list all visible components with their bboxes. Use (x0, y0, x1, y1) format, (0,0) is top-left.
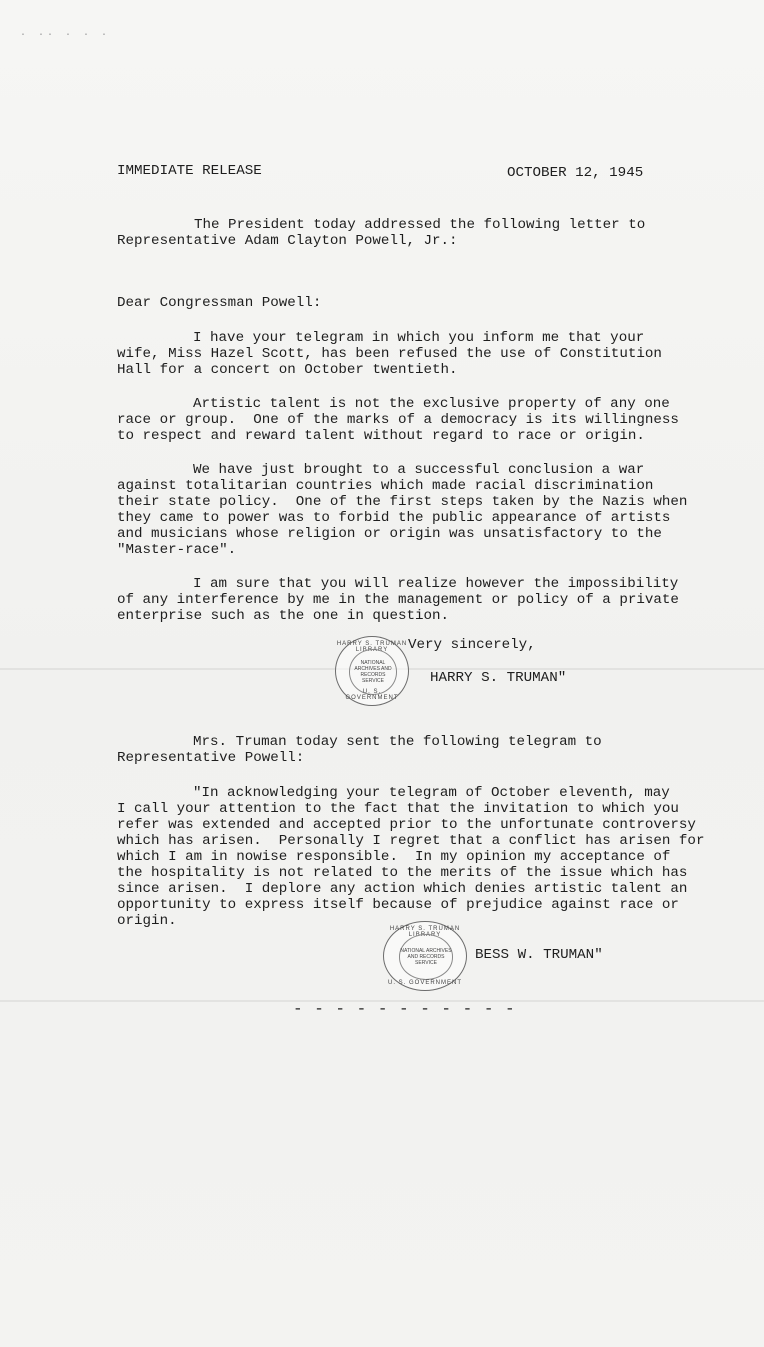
paragraph-line: Artistic talent is not the exclusive property of any one (193, 396, 670, 412)
paragraph-line: Hall for a concert on October twentieth. (117, 362, 458, 378)
closing: Very sincerely, (408, 637, 536, 653)
paragraph-line: I am sure that you will realize however the impossibility (193, 576, 679, 592)
stamp-center-text: NATIONAL ARCHIVES AND RECORDS SERVICE (399, 934, 453, 980)
stamp-top-text: HARRY S. TRUMAN LIBRARY (389, 926, 461, 938)
intro-line: The President today addressed the following letter to (194, 217, 646, 233)
intro-line: Representative Powell: (117, 750, 305, 766)
signature-first-lady: BESS W. TRUMAN" (475, 947, 603, 963)
telegram-line: "In acknowledging your telegram of October eleventh, may (193, 785, 670, 801)
paragraph-line: enterprise such as the one in question. (117, 608, 450, 624)
release-label: IMMEDIATE RELEASE (117, 163, 262, 179)
paper-specks: · ·· · · · (20, 30, 111, 41)
telegram-line: I call your attention to the fact that the invitation to which you (117, 801, 679, 817)
paragraph-line: race or group. One of the marks of a democracy is its willingness (117, 412, 679, 428)
stamp-center-text: NATIONAL ARCHIVES AND RECORDS SERVICE (349, 649, 397, 695)
stamp-bottom-text: U. S. GOVERNMENT (387, 980, 462, 986)
telegram-line: which has arisen. Personally I regret that a conflict has arisen for (117, 833, 705, 849)
section-divider: - - - - - - - - - - - (293, 1000, 516, 1018)
release-date: OCTOBER 12, 1945 (507, 165, 644, 181)
salutation: Dear Congressman Powell: (117, 295, 322, 311)
paragraph-line: they came to power was to forbid the public appearance of artists (117, 510, 671, 526)
paragraph-line: against totalitarian countries which made racial discrimination (117, 478, 654, 494)
archive-stamp (383, 921, 467, 991)
stamp-top-text: HARRY S. TRUMAN LIBRARY (336, 641, 408, 653)
paragraph-line: "Master-race". (117, 542, 237, 558)
paragraph-line: wife, Miss Hazel Scott, has been refused the use of Constitution (117, 346, 662, 362)
telegram-line: opportunity to express itself because of prejudice against race or (117, 897, 679, 913)
intro-line: Representative Adam Clayton Powell, Jr.: (117, 233, 458, 249)
paragraph-line: I have your telegram in which you inform me that your (193, 330, 645, 346)
paragraph-line: and musicians whose religion or origin was unsatisfactory to the (117, 526, 662, 542)
signature-president: HARRY S. TRUMAN" (430, 670, 567, 686)
telegram-line: origin. (117, 913, 177, 929)
stamp-bottom-text: U. S. GOVERNMENT (345, 689, 399, 701)
telegram-line: the hospitality is not related to the merits of the issue which has (117, 865, 688, 881)
telegram-line: which I am in nowise responsible. In my opinion my acceptance of (117, 849, 671, 865)
paragraph-line: of any interference by me in the management or policy of a private (117, 592, 679, 608)
telegram-line: refer was extended and accepted prior to the unfortunate controversy (117, 817, 696, 833)
telegram-line: since arisen. I deplore any action which denies artistic talent an (117, 881, 688, 897)
archive-stamp (335, 636, 409, 706)
intro-line: Mrs. Truman today sent the following telegram to (193, 734, 602, 750)
paragraph-line: to respect and reward talent without regard to race or origin. (117, 428, 645, 444)
paragraph-line: their state policy. One of the first steps taken by the Nazis when (117, 494, 688, 510)
paragraph-line: We have just brought to a successful conclusion a war (193, 462, 645, 478)
